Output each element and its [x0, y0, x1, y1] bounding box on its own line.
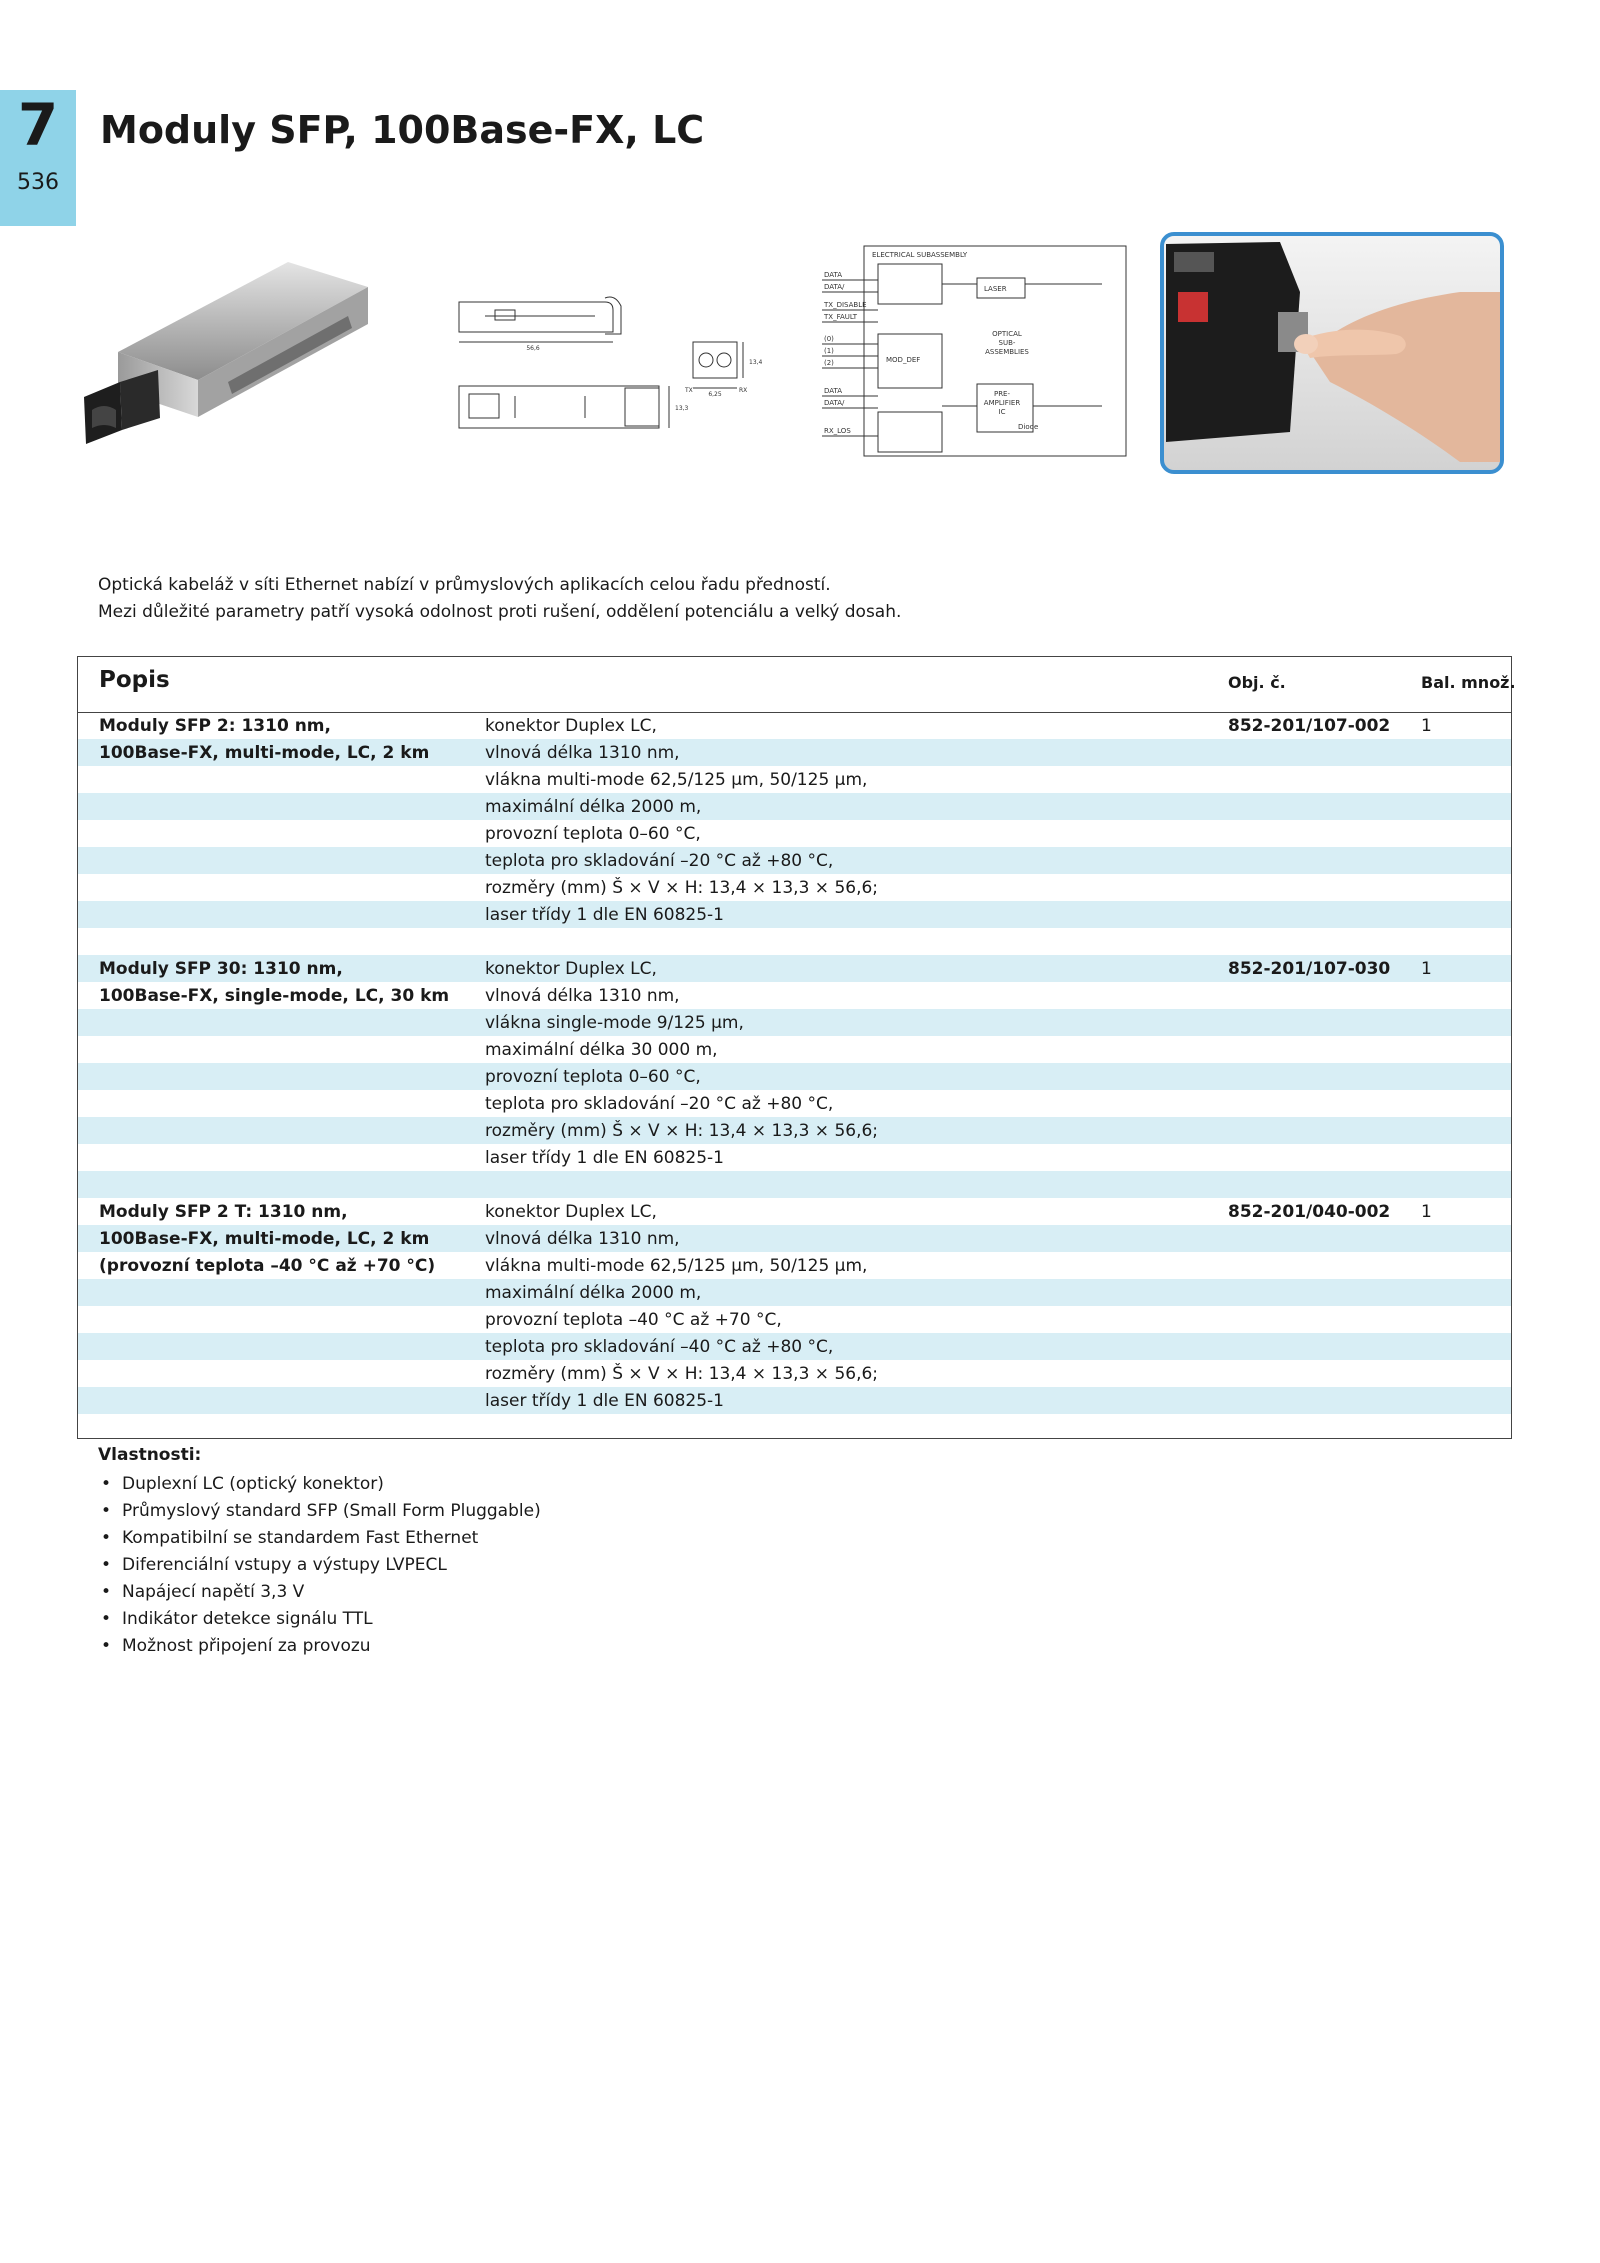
table-row	[78, 793, 1511, 820]
product-spec: provozní teplota –40 °C až +70 °C,	[485, 1310, 782, 1330]
dimension-height: 13,3	[675, 405, 689, 412]
table-row	[78, 1036, 1511, 1063]
table-row	[78, 874, 1511, 901]
label-rx: RX	[739, 387, 748, 394]
preamp-label: AMPLIFIER	[983, 399, 1021, 407]
table-row	[78, 1063, 1511, 1090]
product-spec: maximální délka 2000 m,	[485, 797, 702, 817]
dimension-width: 13,4	[749, 359, 763, 366]
diode-label: Diode	[1018, 423, 1039, 431]
pin-label: (2)	[824, 359, 834, 367]
pin-label: DATA/	[824, 283, 845, 291]
pin-label: TX_DISABLE	[824, 301, 867, 309]
pack-quantity: 1	[1421, 716, 1432, 736]
table-row	[78, 982, 1511, 1009]
table-row	[78, 847, 1511, 874]
preamp-label: IC	[998, 408, 1006, 416]
pin-label: (1)	[824, 347, 834, 355]
product-spec: teplota pro skladování –20 °C až +80 °C,	[485, 851, 834, 871]
table-row	[78, 1225, 1511, 1252]
pin-label: DATA	[824, 387, 843, 395]
product-spec: vlnová délka 1310 nm,	[485, 986, 680, 1006]
product-spec: vlnová délka 1310 nm,	[485, 1229, 680, 1249]
list-item: • Napájecí napětí 3,3 V	[98, 1579, 541, 1606]
product-name: Moduly SFP 2: 1310 nm,	[99, 716, 331, 736]
intro-text	[98, 572, 901, 626]
product-spec: rozměry (mm) Š × V × H: 13,4 × 13,3 × 56,6;	[485, 878, 879, 898]
table-row	[78, 766, 1511, 793]
table-row	[78, 1387, 1511, 1414]
sfp-module-photo	[78, 232, 390, 462]
table-row	[78, 1009, 1511, 1036]
features-heading: Vlastnosti:	[98, 1445, 202, 1465]
list-item: • Diferenciální vstupy a výstupy LVPECL	[98, 1552, 541, 1579]
product-spec: vlákna single-mode 9/125 μm,	[485, 1013, 744, 1033]
product-spec: teplota pro skladování –20 °C až +80 °C,	[485, 1094, 834, 1114]
product-name: 100Base-FX, multi-mode, LC, 2 km	[99, 743, 430, 763]
product-spec: teplota pro skladování –40 °C až +80 °C,	[485, 1337, 834, 1357]
optical-label: ASSEMBLIES	[985, 348, 1029, 356]
table-row	[78, 1171, 1511, 1198]
pin-label: (0)	[824, 335, 834, 343]
table-row	[78, 1279, 1511, 1306]
product-spec: rozměry (mm) Š × V × H: 13,4 × 13,3 × 56,6;	[485, 1121, 879, 1141]
table-row	[78, 739, 1511, 766]
dimension-pitch: 6,25	[708, 391, 722, 398]
order-number: 852-201/107-002	[1228, 716, 1391, 736]
chapter-tab	[0, 90, 76, 226]
table-row	[78, 1306, 1511, 1333]
product-name: (provozní teplota –40 °C až +70 °C)	[99, 1256, 436, 1276]
product-spec: provozní teplota 0–60 °C,	[485, 1067, 701, 1087]
table-row	[78, 1198, 1511, 1225]
laser-label: LASER	[984, 285, 1007, 293]
block-diagram	[812, 244, 1132, 459]
table-row	[78, 928, 1511, 955]
mod-def-label: MOD_DEF	[886, 356, 921, 364]
table-row	[78, 901, 1511, 928]
mechanical-drawing	[455, 290, 765, 440]
page-title: Moduly SFP, 100Base-FX, LC	[100, 108, 705, 152]
pin-label: DATA	[824, 271, 843, 279]
header-popis: Popis	[99, 667, 170, 693]
product-spec: maximální délka 2000 m,	[485, 1283, 702, 1303]
product-spec: konektor Duplex LC,	[485, 1202, 657, 1222]
header-order-number: Obj. č.	[1228, 673, 1286, 692]
list-item: • Možnost připojení za provozu	[98, 1633, 541, 1660]
list-item: • Indikátor detekce signálu TTL	[98, 1606, 541, 1633]
product-spec: maximální délka 30 000 m,	[485, 1040, 718, 1060]
pin-label: TX_FAULT	[824, 313, 858, 321]
pack-quantity: 1	[1421, 959, 1432, 979]
product-spec: konektor Duplex LC,	[485, 959, 657, 979]
order-number: 852-201/040-002	[1228, 1202, 1391, 1222]
table-row	[78, 1144, 1511, 1171]
features-list	[98, 1471, 541, 1660]
table-row	[78, 820, 1511, 847]
product-spec: vlnová délka 1310 nm,	[485, 743, 680, 763]
header-pack-quantity: Bal. množ.	[1421, 673, 1516, 692]
label-tx: TX	[685, 387, 693, 394]
table-row	[78, 1252, 1511, 1279]
product-table	[77, 656, 1516, 1439]
product-spec: konektor Duplex LC,	[485, 716, 657, 736]
product-spec: laser třídy 1 dle EN 60825-1	[485, 905, 724, 925]
optical-label: OPTICAL	[992, 330, 1022, 338]
order-number: 852-201/107-030	[1228, 959, 1391, 979]
product-spec: laser třídy 1 dle EN 60825-1	[485, 1148, 724, 1168]
intro-line: Optická kabeláž v síti Ethernet nabízí v průmyslových aplikacích celou řadu předností.	[98, 575, 831, 595]
product-spec: provozní teplota 0–60 °C,	[485, 824, 701, 844]
list-item: • Průmyslový standard SFP (Small Form Pluggable)	[98, 1498, 541, 1525]
list-item: • Duplexní LC (optický konektor)	[98, 1471, 541, 1498]
pack-quantity: 1	[1421, 1202, 1432, 1222]
product-spec: rozměry (mm) Š × V × H: 13,4 × 13,3 × 56,6;	[485, 1364, 879, 1384]
table-row	[78, 1090, 1511, 1117]
dimension-length: 56,6	[526, 345, 540, 352]
optical-label: SUB-	[998, 339, 1016, 347]
preamp-label: PRE-	[993, 390, 1011, 398]
list-item: • Kompatibilní se standardem Fast Ethernet	[98, 1525, 541, 1552]
features-section	[98, 1442, 541, 1660]
product-name: 100Base-FX, single-mode, LC, 30 km	[99, 986, 450, 1006]
page-number: 536	[17, 170, 59, 195]
product-name: Moduly SFP 2 T: 1310 nm,	[99, 1202, 348, 1222]
table-header	[78, 657, 1516, 713]
product-spec: vlákna multi-mode 62,5/125 μm, 50/125 μm,	[485, 1256, 868, 1276]
pin-label: DATA/	[824, 399, 845, 407]
product-spec: laser třídy 1 dle EN 60825-1	[485, 1391, 724, 1411]
chapter-number: 7	[17, 91, 59, 159]
table-row	[78, 955, 1511, 982]
product-name: Moduly SFP 30: 1310 nm,	[99, 959, 343, 979]
product-spec: vlákna multi-mode 62,5/125 μm, 50/125 μm,	[485, 770, 868, 790]
product-name: 100Base-FX, multi-mode, LC, 2 km	[99, 1229, 430, 1249]
table-row	[78, 1117, 1511, 1144]
table-row	[78, 1360, 1511, 1387]
pin-label: RX_LOS	[824, 427, 851, 435]
electrical-subassembly-label: ELECTRICAL SUBASSEMBLY	[872, 251, 968, 259]
table-row	[78, 1333, 1511, 1360]
table-row	[78, 712, 1511, 739]
intro-line: Mezi důležité parametry patří vysoká odolnost proti rušení, oddělení potenciálu a velký dosah.	[98, 602, 902, 622]
hand-insertion-photo	[1160, 232, 1504, 474]
